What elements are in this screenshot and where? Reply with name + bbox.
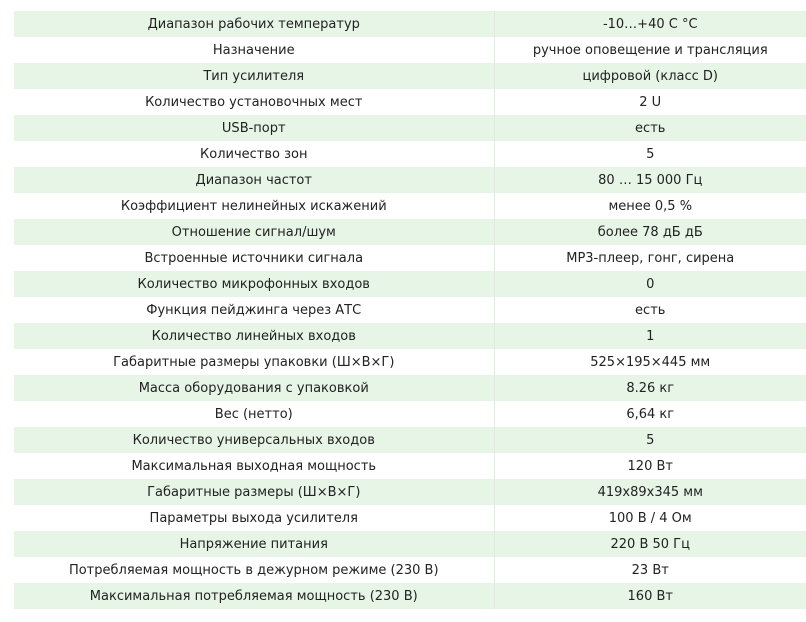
spec-parameter: Количество универсальных входов [14, 427, 494, 453]
spec-row [14, 583, 806, 609]
spec-parameter: Назначение [14, 37, 494, 63]
spec-value: есть [494, 115, 806, 141]
spec-row [14, 115, 806, 141]
spec-parameter: Коэффициент нелинейных искажений [14, 193, 494, 219]
spec-parameter: Габаритные размеры (Ш×В×Г) [14, 479, 494, 505]
spec-value: менее 0,5 % [494, 193, 806, 219]
spec-row [14, 323, 806, 349]
spec-row [14, 11, 806, 37]
spec-value: -10…+40 С °C [494, 11, 806, 37]
spec-parameter: Масса оборудования с упаковкой [14, 375, 494, 401]
spec-row [14, 89, 806, 115]
spec-parameter: Функция пейджинга через АТС [14, 297, 494, 323]
spec-row [14, 505, 806, 531]
spec-value: 120 Вт [494, 453, 806, 479]
spec-value: 8.26 кг [494, 375, 806, 401]
spec-value: 1 [494, 323, 806, 349]
spec-value: 525×195×445 мм [494, 349, 806, 375]
specifications-table-body [14, 11, 806, 609]
spec-row [14, 219, 806, 245]
spec-value: 220 В 50 Гц [494, 531, 806, 557]
spec-parameter: Количество зон [14, 141, 494, 167]
spec-parameter: Потребляемая мощность в дежурном режиме (230 В) [14, 557, 494, 583]
spec-parameter: Отношение сигнал/шум [14, 219, 494, 245]
spec-value: более 78 дБ дБ [494, 219, 806, 245]
spec-parameter: Встроенные источники сигнала [14, 245, 494, 271]
spec-value: 2 U [494, 89, 806, 115]
spec-parameter: Количество линейных входов [14, 323, 494, 349]
spec-value: 5 [494, 427, 806, 453]
spec-value: цифровой (класс D) [494, 63, 806, 89]
spec-value: ручное оповещение и трансляция [494, 37, 806, 63]
spec-parameter: Максимальная выходная мощность [14, 453, 494, 479]
spec-row [14, 375, 806, 401]
spec-row [14, 557, 806, 583]
spec-parameter: Напряжение питания [14, 531, 494, 557]
spec-parameter: Тип усилителя [14, 63, 494, 89]
spec-value: 100 В / 4 Ом [494, 505, 806, 531]
spec-row [14, 271, 806, 297]
spec-row [14, 245, 806, 271]
specifications-table [14, 11, 806, 609]
spec-value: есть [494, 297, 806, 323]
spec-parameter: Количество микрофонных входов [14, 271, 494, 297]
spec-parameter: Диапазон рабочих температур [14, 11, 494, 37]
spec-row [14, 427, 806, 453]
spec-parameter: Количество установочных мест [14, 89, 494, 115]
spec-value: 6,64 кг [494, 401, 806, 427]
spec-row [14, 63, 806, 89]
spec-value: 23 Вт [494, 557, 806, 583]
spec-value: 0 [494, 271, 806, 297]
spec-row [14, 297, 806, 323]
spec-row [14, 453, 806, 479]
spec-value: 419x89x345 мм [494, 479, 806, 505]
spec-parameter: USB-порт [14, 115, 494, 141]
spec-value: 5 [494, 141, 806, 167]
spec-parameter: Максимальная потребляемая мощность (230 В) [14, 583, 494, 609]
spec-row [14, 531, 806, 557]
spec-row [14, 167, 806, 193]
spec-parameter: Вес (нетто) [14, 401, 494, 427]
spec-value: 80 … 15 000 Гц [494, 167, 806, 193]
spec-parameter: Диапазон частот [14, 167, 494, 193]
spec-row [14, 193, 806, 219]
spec-row [14, 141, 806, 167]
spec-value: MP3-плеер, гонг, сирена [494, 245, 806, 271]
spec-value: 160 Вт [494, 583, 806, 609]
spec-row [14, 479, 806, 505]
spec-row [14, 401, 806, 427]
spec-parameter: Параметры выхода усилителя [14, 505, 494, 531]
spec-row [14, 37, 806, 63]
spec-row [14, 349, 806, 375]
spec-parameter: Габаритные размеры упаковки (Ш×В×Г) [14, 349, 494, 375]
